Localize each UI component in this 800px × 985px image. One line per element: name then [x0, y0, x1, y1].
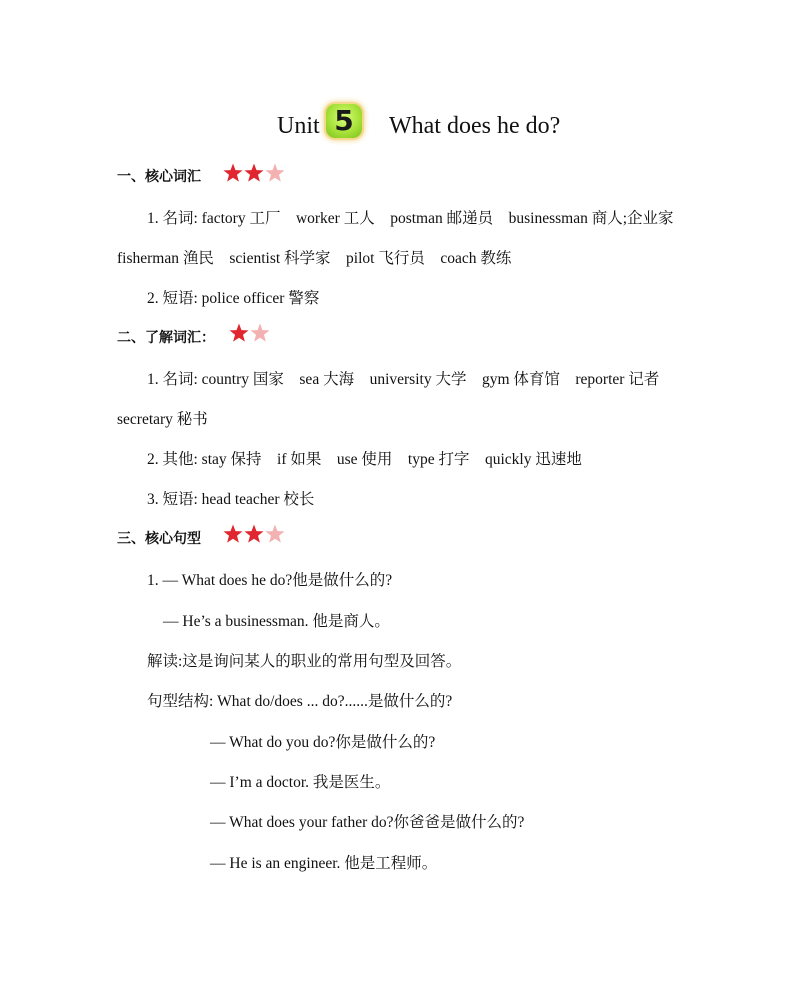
star-faded-icon: [250, 324, 269, 342]
explanation-line: 解读:这是询问某人的职业的常用句型及回答。: [147, 653, 462, 670]
vocab-line: 2. 短语: police officer 警察: [147, 290, 320, 307]
star-full-icon: [223, 164, 242, 182]
rating-stars: [229, 323, 275, 343]
vocab-line: 1. 名词: factory 工厂 worker 工人 postman 邮递员 businessman 商人;企业家: [147, 210, 674, 227]
vocab-line: 3. 短语: head teacher 校长: [147, 491, 315, 508]
unit-number-badge: 5: [326, 104, 362, 138]
example-line: — I’m a doctor. 我是医生。: [210, 774, 391, 791]
rating-stars: [223, 524, 290, 544]
stars-svg: [223, 524, 290, 544]
star-full-icon: [229, 324, 248, 342]
section-heading-core-vocabulary: 一、核心词汇: [117, 169, 201, 185]
structure-line: 句型结构: What do/does ... do?......是做什么的?: [147, 693, 453, 710]
vocab-line: fisherman 渔民 scientist 科学家 pilot 飞行员 coach 教练: [117, 250, 512, 267]
stars-svg: [223, 163, 290, 183]
star-full-icon: [223, 525, 242, 543]
vocab-line: secretary 秘书: [117, 411, 208, 428]
section-heading-extra-vocabulary: 二、了解词汇：: [117, 330, 215, 346]
stars-svg: [229, 323, 275, 343]
star-full-icon: [244, 525, 263, 543]
title-subtitle: What does he do?: [389, 113, 561, 139]
sentence-line: — He’s a businessman. 他是商人。: [163, 613, 390, 630]
star-faded-icon: [265, 164, 284, 182]
star-full-icon: [244, 164, 263, 182]
title-unit: Unit: [277, 113, 320, 139]
example-line: — What does your father do?你爸爸是做什么的?: [210, 814, 525, 831]
example-line: — He is an engineer. 他是工程师。: [210, 855, 438, 872]
rating-stars: [223, 163, 290, 183]
section-heading-core-sentences: 三、核心句型: [117, 531, 201, 547]
star-faded-icon: [265, 525, 284, 543]
sentence-line: 1. — What does he do?他是做什么的?: [147, 572, 393, 589]
vocab-line: 2. 其他: stay 保持 if 如果 use 使用 type 打字 quickly 迅速地: [147, 451, 582, 468]
example-line: — What do you do?你是做什么的?: [210, 734, 436, 751]
vocab-line: 1. 名词: country 国家 sea 大海 university 大学 gym 体育馆 reporter 记者: [147, 371, 660, 388]
